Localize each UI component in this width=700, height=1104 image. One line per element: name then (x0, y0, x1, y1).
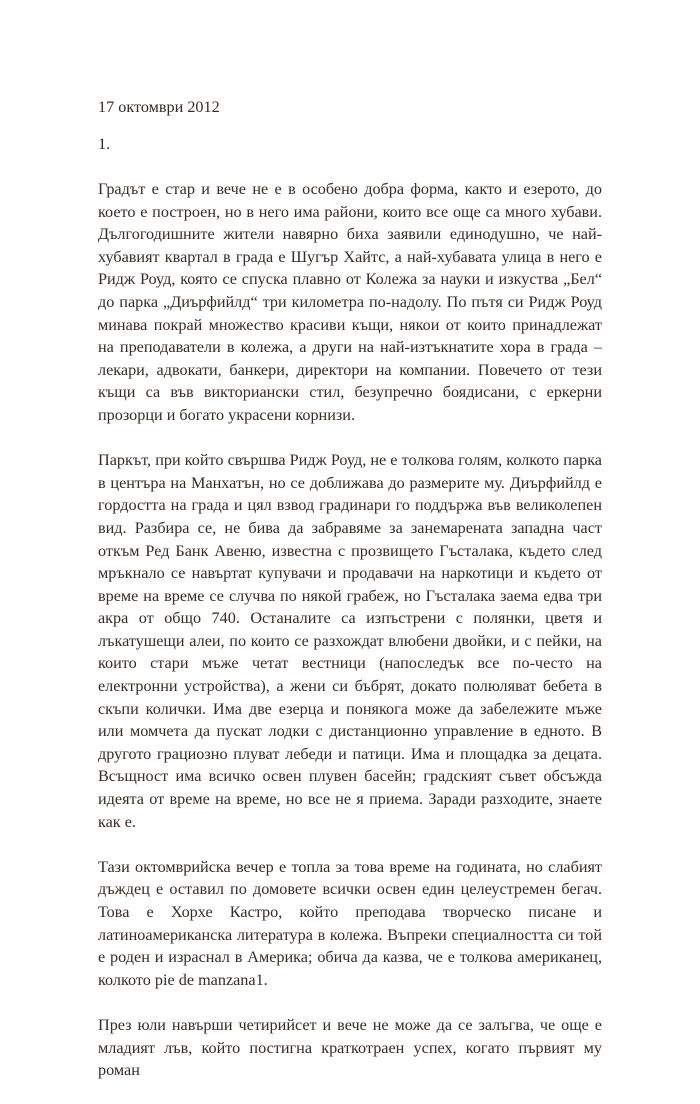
paragraph-4: През юли навърши четирийсет и вече не може да се залъгва, че още е младият лъв, който постигна краткотраен успех, когато първият му роман (98, 1015, 602, 1080)
chapter-number: 1. (98, 135, 111, 153)
document-date: 17 октомври 2012 (98, 98, 220, 116)
paragraph-1: Градът е стар и вече не е в особено добра форма, както и езерото, до което е построен, но в него има райони, които все още са много хубави. Дългогодишните жители навярно биха заявили единодушно, че най-хубавият квартал в града е Шугър Хайтс, а най-хубавата улица в него е Ридж Роуд, която се спуска плавно от Колежа за науки и изкуства „Бел“ до парка „Диърфийлд“ три километра по-надолу. По пътя си Ридж Роуд минава покрай множество красиви къщи, някои от които принадлежат на преподаватели в колежа, а други на най-изтъкнатите хора в града – лекари, адвокати, банкери, директори на компании. Повечето от тези къщи са във викториански стил, безупречно боядисани, с еркерни прозорци и богато украсени корнизи. (98, 180, 602, 424)
document-body (98, 178, 602, 1104)
paragraph-2: Паркът, при който свършва Ридж Роуд, не е толкова голям, колкото парка в центъра на Манхатън, но се доближава до размерите му. Диърфийлд е гордостта на града и цял взвод градинари го поддържа във великолепен вид. Разбира се, не бива да забравяме за занемарената западна част откъм Ред Банк Авеню, известна с прозвището Гъсталака, където след мръкнало се навъртат купувачи и продавачи на наркотици и където от време на време се случва по някой грабеж, но Гъсталака заема едва три акра от общо 740. Останалите са изпъстрени с полянки, цветя и лъкатушещи алеи, по които се разхождат влюбени двойки, и с пейки, на които стари мъже четат вестници (напоследък все по-често на електронни устройства), а жени си бъбрят, докато полюляват бебета в скъпи колички. Има две езерца и понякога може да забележите мъже или момчета да пускат лодки с дистанционно управление в едното. В другото грациозно плуват лебеди и патици. Има и площадка за децата. Всъщност има всичко освен плувен басейн; градският съвет обсъжда идеята от време на време, но все не я приема. Заради разходите, знаете как е. (98, 451, 602, 831)
paragraph-3: Тази октомврийска вечер е топла за това време на годината, но слабият дъждец е оставил по домовете всички освен един целеустремен бегач. Това е Хорхе Кастро, който преподава творческо писане и латиноамериканска литература в колежа. Въпреки специалността си той е роден и израснал в Америка; обича да казва, че е толкова американец, колкото pie de manzana1. (98, 857, 602, 989)
